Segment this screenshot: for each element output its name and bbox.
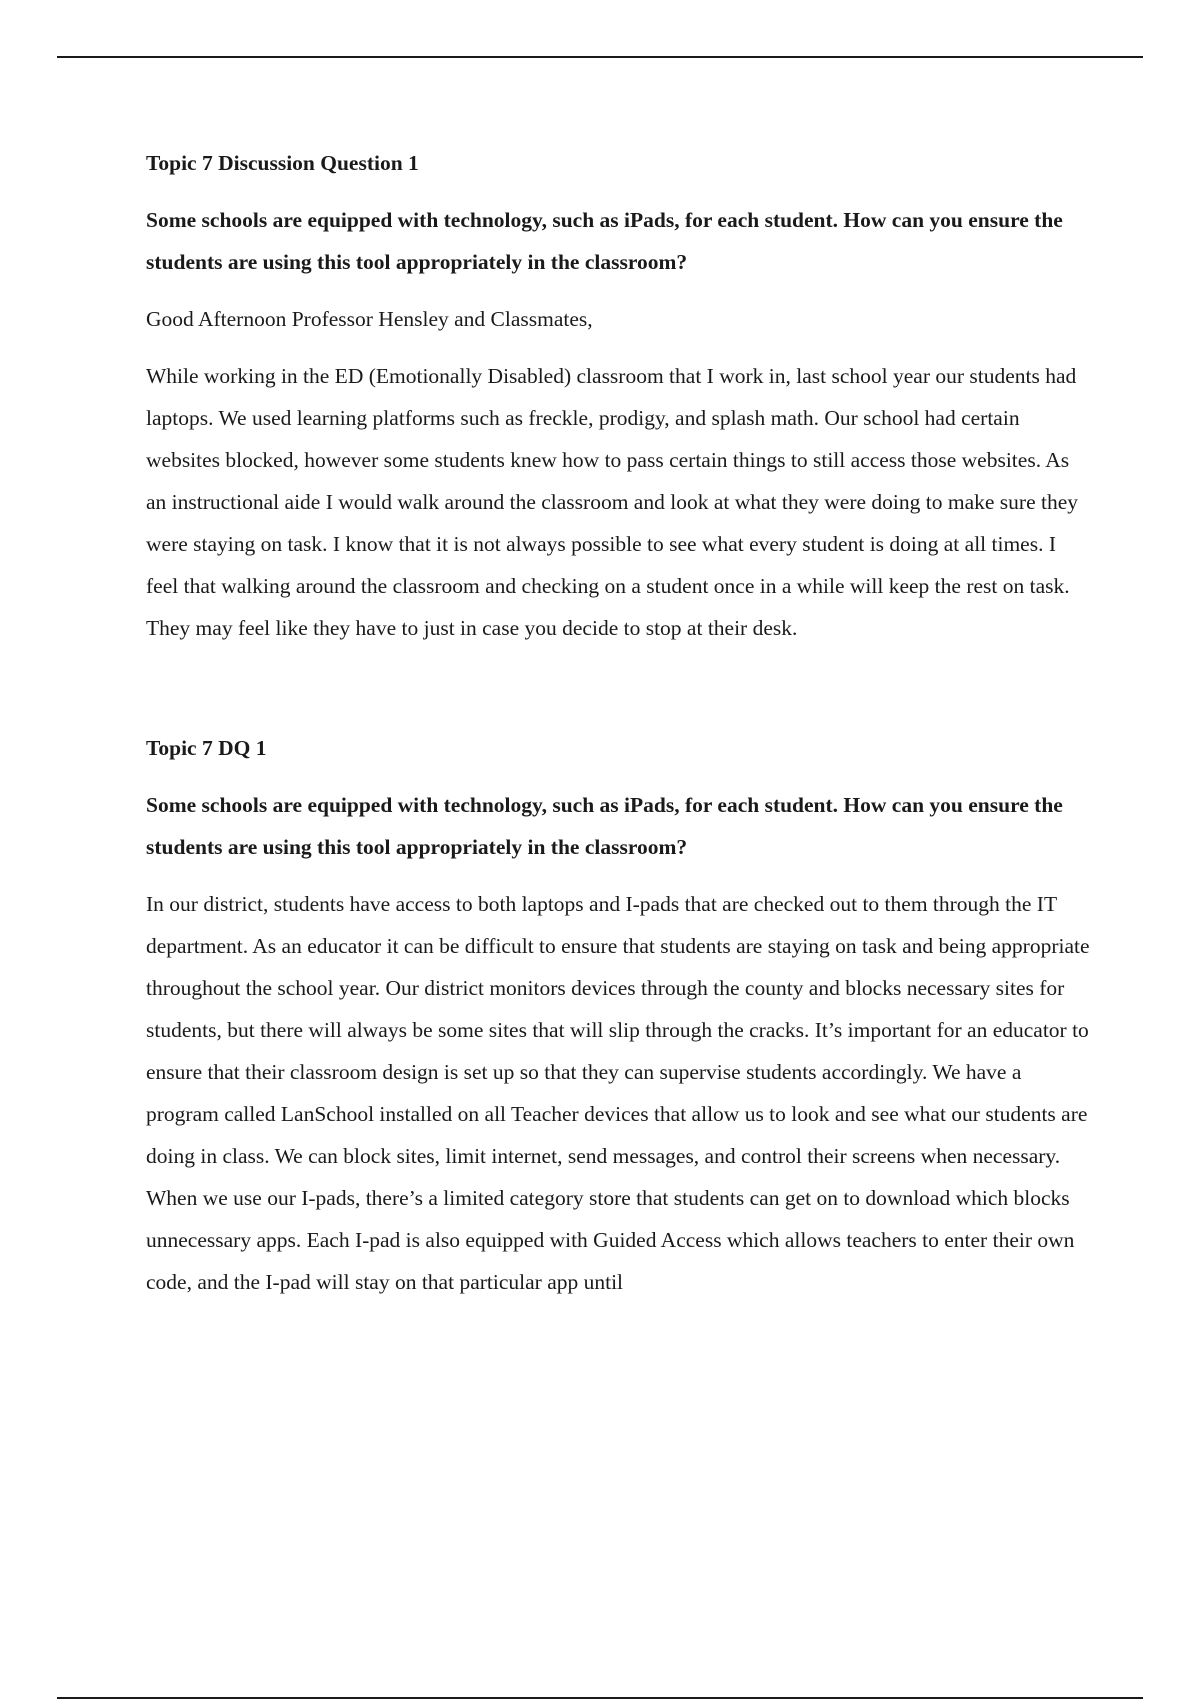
section1-greeting: Good Afternoon Professor Hensley and Classmates,: [146, 307, 593, 331]
section2-question: Some schools are equipped with technology, such as iPads, for each student. How can you ensure the students are using this tool appropriately in the classroom?: [146, 793, 1063, 859]
section-spacer: [146, 664, 1090, 727]
document-body: [146, 142, 1090, 1318]
section1-question: Some schools are equipped with technology, such as iPads, for each student. How can you ensure the students are using this tool appropriately in the classroom?: [146, 208, 1063, 274]
section2-body: In our district, students have access to both laptops and I-pads that are checked out to them through the IT department. As an educator it can be difficult to ensure that students are staying on task and being appropriate throughout the school year. Our district monitors devices through the county and blocks necessary sites for students, but there will always be some sites that will slip through the cracks. It’s important for an educator to ensure that their classroom design is set up so that they can supervise students accordingly. We have a program called LanSchool installed on all Teacher devices that allow us to look and see what our students are doing in class. We can block sites, limit internet, send messages, and control their screens when necessary. When we use our I-pads, there’s a limited category store that students can get on to download which blocks unnecessary apps. Each I-pad is also equipped with Guided Access which allows teachers to enter their own code, and the I-pad will stay on that particular app until: [146, 892, 1090, 1294]
section1-body: While working in the ED (Emotionally Disabled) classroom that I work in, last school year our students had laptops. We used learning platforms such as freckle, prodigy, and splash math. Our school had certain websites blocked, however some students knew how to pass certain things to still access those websites. As an instructional aide I would walk around the classroom and look at what they were doing to make sure they were staying on task. I know that it is not always possible to see what every student is doing at all times. I feel that walking around the classroom and checking on a student once in a while will keep the rest on task. They may feel like they have to just in case you decide to stop at their desk.: [146, 364, 1079, 640]
section2-heading: Topic 7 DQ 1: [146, 736, 267, 760]
footer-rule: [57, 1697, 1143, 1699]
header-rule: [57, 56, 1143, 58]
section1-heading: Topic 7 Discussion Question 1: [146, 151, 419, 175]
